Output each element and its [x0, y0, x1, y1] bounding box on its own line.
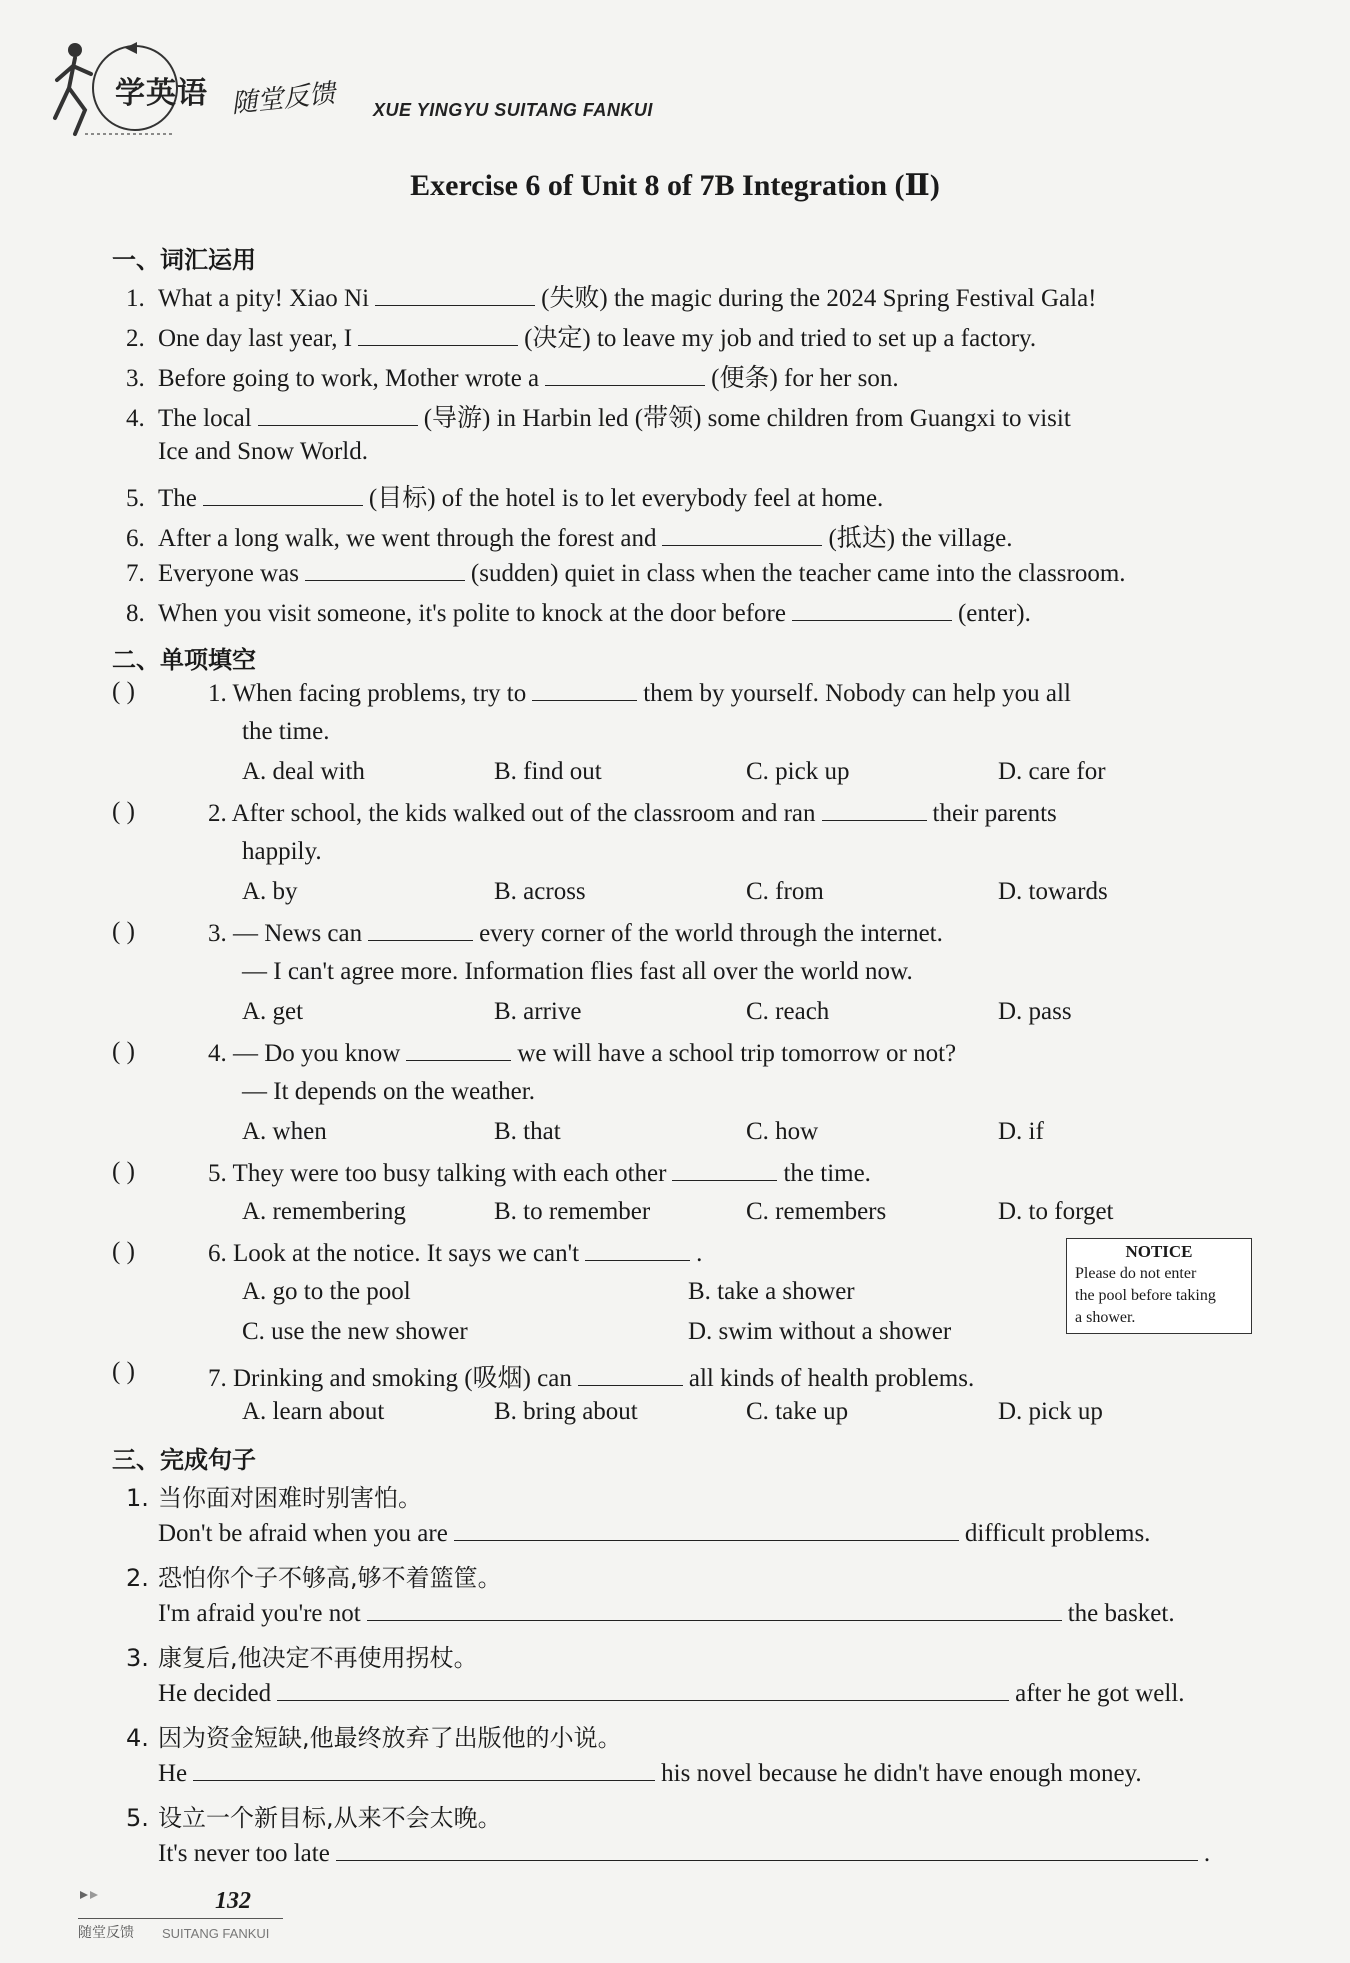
question-text: the time.	[783, 1160, 871, 1187]
answer-blank[interactable]	[532, 678, 637, 701]
sentence-line	[158, 1758, 1142, 1788]
sentence-text: the basket.	[1067, 1600, 1175, 1627]
sentence-text: He decided	[158, 1680, 272, 1707]
answer-blank[interactable]	[585, 1238, 690, 1261]
logo-text-pinyin: XUE YINGYU SUITANG FANKUI	[373, 100, 653, 120]
answer-blank[interactable]	[203, 483, 363, 506]
notice-title: NOTICE	[1125, 1242, 1193, 1261]
sentence-prompt-cn	[126, 1558, 502, 1593]
footer-cn: 随堂反馈	[78, 1925, 134, 1941]
section-heading-sentences: 三、完成句子	[112, 1446, 256, 1474]
option-a[interactable]: A. deal with	[242, 758, 365, 785]
option-a[interactable]: A. go to the pool	[242, 1278, 411, 1305]
page-title: Exercise 6 of Unit 8 of 7B Integration (Ⅱ)	[410, 169, 940, 202]
question-text: we will have a school trip tomorrow or not?	[517, 1040, 957, 1067]
choice-question	[208, 1358, 974, 1394]
question-text: their parents	[932, 800, 1057, 827]
sentence-text: He	[158, 1760, 188, 1787]
answer-blank[interactable]	[258, 403, 418, 426]
section-heading-vocab: 一、词汇运用	[112, 246, 256, 274]
item-text: Before going to work, Mother wrote a	[158, 365, 540, 392]
question-text: 1. When facing problems, try to	[208, 680, 527, 707]
question-text: 2. After school, the kids walked out of the classroom and ran	[208, 800, 816, 827]
answer-blank[interactable]	[368, 918, 473, 941]
question-text: 6. Look at the notice. It says we can't	[208, 1240, 580, 1267]
item-number: 4.	[126, 1724, 149, 1752]
question-text: 5. They were too busy talking with each other	[208, 1160, 667, 1187]
option-d[interactable]: D. towards	[998, 878, 1108, 905]
answer-paren[interactable]: ( )	[112, 1038, 135, 1065]
item-text: (决定) to leave my job and tried to set up a factory.	[524, 325, 1037, 352]
vocab-item	[126, 398, 1071, 434]
answer-blank[interactable]	[375, 283, 535, 306]
question-text-continued: happily.	[242, 838, 322, 865]
answer-blank[interactable]	[545, 363, 705, 386]
option-a[interactable]: A. when	[242, 1118, 327, 1145]
footer-arrows-icon	[78, 1888, 108, 1907]
sentence-line	[158, 1838, 1210, 1868]
option-d[interactable]: D. care for	[998, 758, 1106, 785]
question-text-continued: — It depends on the weather.	[242, 1078, 535, 1105]
notice-sign	[1066, 1238, 1252, 1334]
answer-paren[interactable]: ( )	[112, 1158, 135, 1185]
sentence-prompt-cn	[126, 1478, 422, 1513]
answer-paren[interactable]: ( )	[112, 918, 135, 945]
sentence-prompt-cn	[126, 1798, 502, 1833]
header	[45, 38, 685, 148]
answer-blank[interactable]	[672, 1158, 777, 1181]
choice-question	[208, 1158, 871, 1188]
vocab-item	[126, 558, 1126, 588]
option-b[interactable]: B. find out	[494, 758, 602, 785]
choice-question	[208, 678, 1071, 708]
item-number: 8.	[126, 600, 145, 627]
notice-line: the pool before taking	[1075, 1287, 1216, 1304]
option-c[interactable]: C. remembers	[746, 1198, 887, 1225]
question-text: .	[696, 1240, 703, 1267]
answer-blank[interactable]	[792, 598, 952, 621]
item-text: (抵达) the village.	[828, 525, 1013, 552]
item-text: The	[158, 485, 197, 512]
item-number: 3.	[126, 365, 145, 392]
option-a[interactable]: A. remembering	[242, 1198, 406, 1225]
item-number: 3.	[126, 1644, 149, 1672]
option-c[interactable]: C. how	[746, 1118, 819, 1145]
item-text: (导游) in Harbin led (带领) some children from Guangxi to visit	[423, 405, 1071, 432]
choice-question	[208, 1238, 702, 1268]
option-c[interactable]: C. reach	[746, 998, 830, 1025]
answer-blank[interactable]	[367, 1598, 1062, 1621]
item-text: Everyone was	[158, 560, 299, 587]
item-number: 6.	[126, 525, 145, 552]
item-text: The local	[158, 405, 252, 432]
item-text: (enter).	[957, 600, 1031, 627]
option-b[interactable]: B. arrive	[494, 998, 582, 1025]
item-number: 7.	[126, 560, 145, 587]
vocab-item-continued: Ice and Snow World.	[158, 438, 368, 465]
sentence-text: I'm afraid you're not	[158, 1600, 361, 1627]
option-b[interactable]: B. bring about	[494, 1398, 638, 1425]
vocab-item	[126, 278, 1097, 314]
sentence-prompt-cn	[126, 1638, 478, 1673]
option-d[interactable]: D. pass	[998, 998, 1072, 1025]
sentence-line	[158, 1678, 1185, 1708]
question-text-continued: the time.	[242, 718, 330, 745]
option-b[interactable]: B. take a shower	[688, 1278, 855, 1305]
prompt-text: 当你面对困难时别害怕。	[158, 1484, 422, 1512]
answer-blank[interactable]	[662, 523, 822, 546]
question-text: 7. Drinking and smoking (吸烟) can	[208, 1365, 572, 1392]
item-text: (目标) of the hotel is to let everybody feel at home.	[368, 485, 884, 512]
question-text: every corner of the world through the internet.	[479, 920, 943, 947]
option-c[interactable]: C. use the new shower	[242, 1318, 468, 1345]
answer-blank[interactable]	[578, 1363, 683, 1386]
question-text: them by yourself. Nobody can help you all	[643, 680, 1071, 707]
option-d[interactable]: D. swim without a shower	[688, 1318, 952, 1345]
answer-blank[interactable]	[406, 1038, 511, 1061]
vocab-item	[126, 518, 1012, 554]
answer-blank[interactable]	[305, 558, 465, 581]
question-text-continued: — I can't agree more. Information flies fast all over the world now.	[242, 958, 913, 985]
sentence-text: It's never too late	[158, 1840, 330, 1867]
choice-question	[208, 918, 943, 948]
vocab-item	[126, 598, 1031, 628]
sentence-text: his novel because he didn't have enough money.	[661, 1760, 1142, 1787]
answer-blank[interactable]	[822, 798, 927, 821]
item-text: One day last year, I	[158, 325, 353, 352]
option-a[interactable]: A. by	[242, 878, 298, 905]
answer-paren[interactable]: ( )	[112, 1238, 135, 1265]
section-heading-choice: 二、单项填空	[112, 646, 256, 674]
answer-paren[interactable]: ( )	[112, 678, 135, 705]
prompt-text: 因为资金短缺,他最终放弃了出版他的小说。	[158, 1724, 622, 1752]
vocab-item	[126, 318, 1036, 354]
item-number: 5.	[126, 1804, 149, 1832]
item-text: (便条) for her son.	[711, 365, 899, 392]
item-text: After a long walk, we went through the forest and	[158, 525, 657, 552]
sentence-text: .	[1203, 1840, 1211, 1867]
answer-blank[interactable]	[277, 1678, 1009, 1701]
option-c[interactable]: C. from	[746, 878, 824, 905]
sentence-text: after he got well.	[1015, 1680, 1185, 1707]
question-text: 3. — News can	[208, 920, 363, 947]
sentence-prompt-cn	[126, 1718, 622, 1753]
item-number: 1.	[126, 1484, 149, 1512]
footer-divider	[78, 1918, 283, 1919]
answer-paren[interactable]: ( )	[112, 1358, 135, 1385]
option-a[interactable]: A. learn about	[242, 1398, 385, 1425]
sentence-text: difficult problems.	[964, 1520, 1151, 1547]
item-number: 5.	[126, 485, 145, 512]
notice-line: Please do not enter	[1075, 1265, 1197, 1282]
item-text: (sudden) quiet in class when the teacher came into the classroom.	[470, 560, 1126, 587]
item-text: When you visit someone, it's polite to knock at the door before	[158, 600, 786, 627]
item-number: 1.	[126, 285, 145, 312]
answer-blank[interactable]	[358, 323, 518, 346]
item-text: (失败) the magic during the 2024 Spring Festival Gala!	[541, 285, 1097, 312]
answer-blank[interactable]	[454, 1518, 959, 1541]
vocab-item	[126, 478, 883, 514]
choice-question	[208, 1038, 956, 1068]
logo-text-cn2: 随堂反馈	[229, 78, 337, 120]
option-b[interactable]: B. across	[494, 878, 586, 905]
answer-blank[interactable]	[193, 1758, 655, 1781]
item-text: What a pity! Xiao Ni	[158, 285, 370, 312]
sentence-text: Don't be afraid when you are	[158, 1520, 448, 1547]
option-b[interactable]: B. to remember	[494, 1198, 651, 1225]
option-d[interactable]: D. pick up	[998, 1398, 1103, 1425]
question-text: 4. — Do you know	[208, 1040, 401, 1067]
prompt-text: 设立一个新目标,从来不会太晚。	[158, 1804, 502, 1832]
answer-blank[interactable]	[336, 1838, 1198, 1861]
sentence-line	[158, 1518, 1150, 1548]
logo-text-cn: 学英语	[115, 76, 208, 111]
option-c[interactable]: C. pick up	[746, 758, 850, 785]
option-c[interactable]: C. take up	[746, 1398, 849, 1425]
choice-question	[208, 798, 1057, 828]
option-a[interactable]: A. get	[242, 998, 304, 1025]
vocab-item	[126, 358, 899, 394]
item-number: 4.	[126, 405, 145, 432]
prompt-text: 恐怕你个子不够高,够不着篮筐。	[158, 1564, 502, 1592]
question-text: all kinds of health problems.	[688, 1365, 975, 1392]
page-number: 132	[215, 1888, 251, 1914]
item-number: 2.	[126, 1564, 149, 1592]
notice-line: a shower.	[1075, 1309, 1136, 1326]
option-d[interactable]: D. if	[998, 1118, 1044, 1145]
option-b[interactable]: B. that	[494, 1118, 561, 1145]
footer-en: SUITANG FANKUI	[162, 1926, 270, 1941]
answer-paren[interactable]: ( )	[112, 798, 135, 825]
sentence-line	[158, 1598, 1175, 1628]
prompt-text: 康复后,他决定不再使用拐杖。	[158, 1644, 478, 1672]
option-d[interactable]: D. to forget	[998, 1198, 1114, 1225]
item-number: 2.	[126, 325, 145, 352]
